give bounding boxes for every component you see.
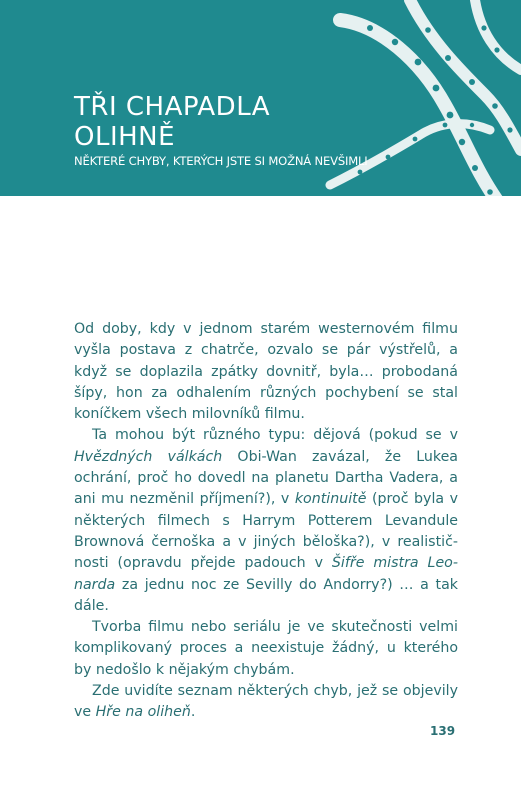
body-text	[74, 319, 458, 724]
chapter-subtitle: NĚKTERÉ CHYBY, KTERÝCH JSTE SI MOŽNÁ NEVŠIMLI	[74, 154, 368, 168]
page-number: 139	[430, 724, 456, 738]
paragraph-3: Tvorba filmu nebo seriálu je ve skutečnosti velmi komplikovaný proces a neexistuje žádný, u kterého by nedošlo k nějakým chybám.	[74, 619, 458, 678]
emphasis-kontinuita: kontinuitě	[294, 491, 367, 508]
emphasis-hvezdne-valky: Hvězdných válkách	[74, 448, 223, 465]
paragraph-2: Ta mohou být různého typu: dějová (pokud se v Hvězdných válkách Obi-Wan zavázal, že Lukea ochrání, proč ho dovedl na planetu Dartha Vadera, a ani mu nezměnil příjmení?), v kontinuitě (proč byla v některých filmech s Harrym Potterem Levandule Brownová černoška a v jiných běloška?), v realističnosti (opravdu přejde padouch v Šifře mistra Leonarda za jednu noc ze Sevilly do Andorry?) … a tak dále.	[74, 427, 458, 614]
chapter-title: TŘI CHAPADLA OLIHNĚ	[74, 92, 271, 152]
emphasis-hra-na-olihen: Hře na olihеň	[95, 704, 191, 721]
chapter-header	[0, 0, 521, 196]
emphasis-sifra: Šifře mistra Leonarda	[74, 555, 458, 593]
paragraph-4: Zde uvidíte seznam některých chyb, jež se objevily ve Hře na olihеň.	[74, 683, 458, 721]
paragraph-1: Od doby, kdy v jednom starém westernovém filmu vyšla postava z chatrče, ozvalo se pár výstřelů, a když se doplazila zpátky dovnitř, byla… probodaná šípy, hon za odhalením různých pochybení se stal koníčkem všech milovníků filmu.	[74, 321, 458, 423]
